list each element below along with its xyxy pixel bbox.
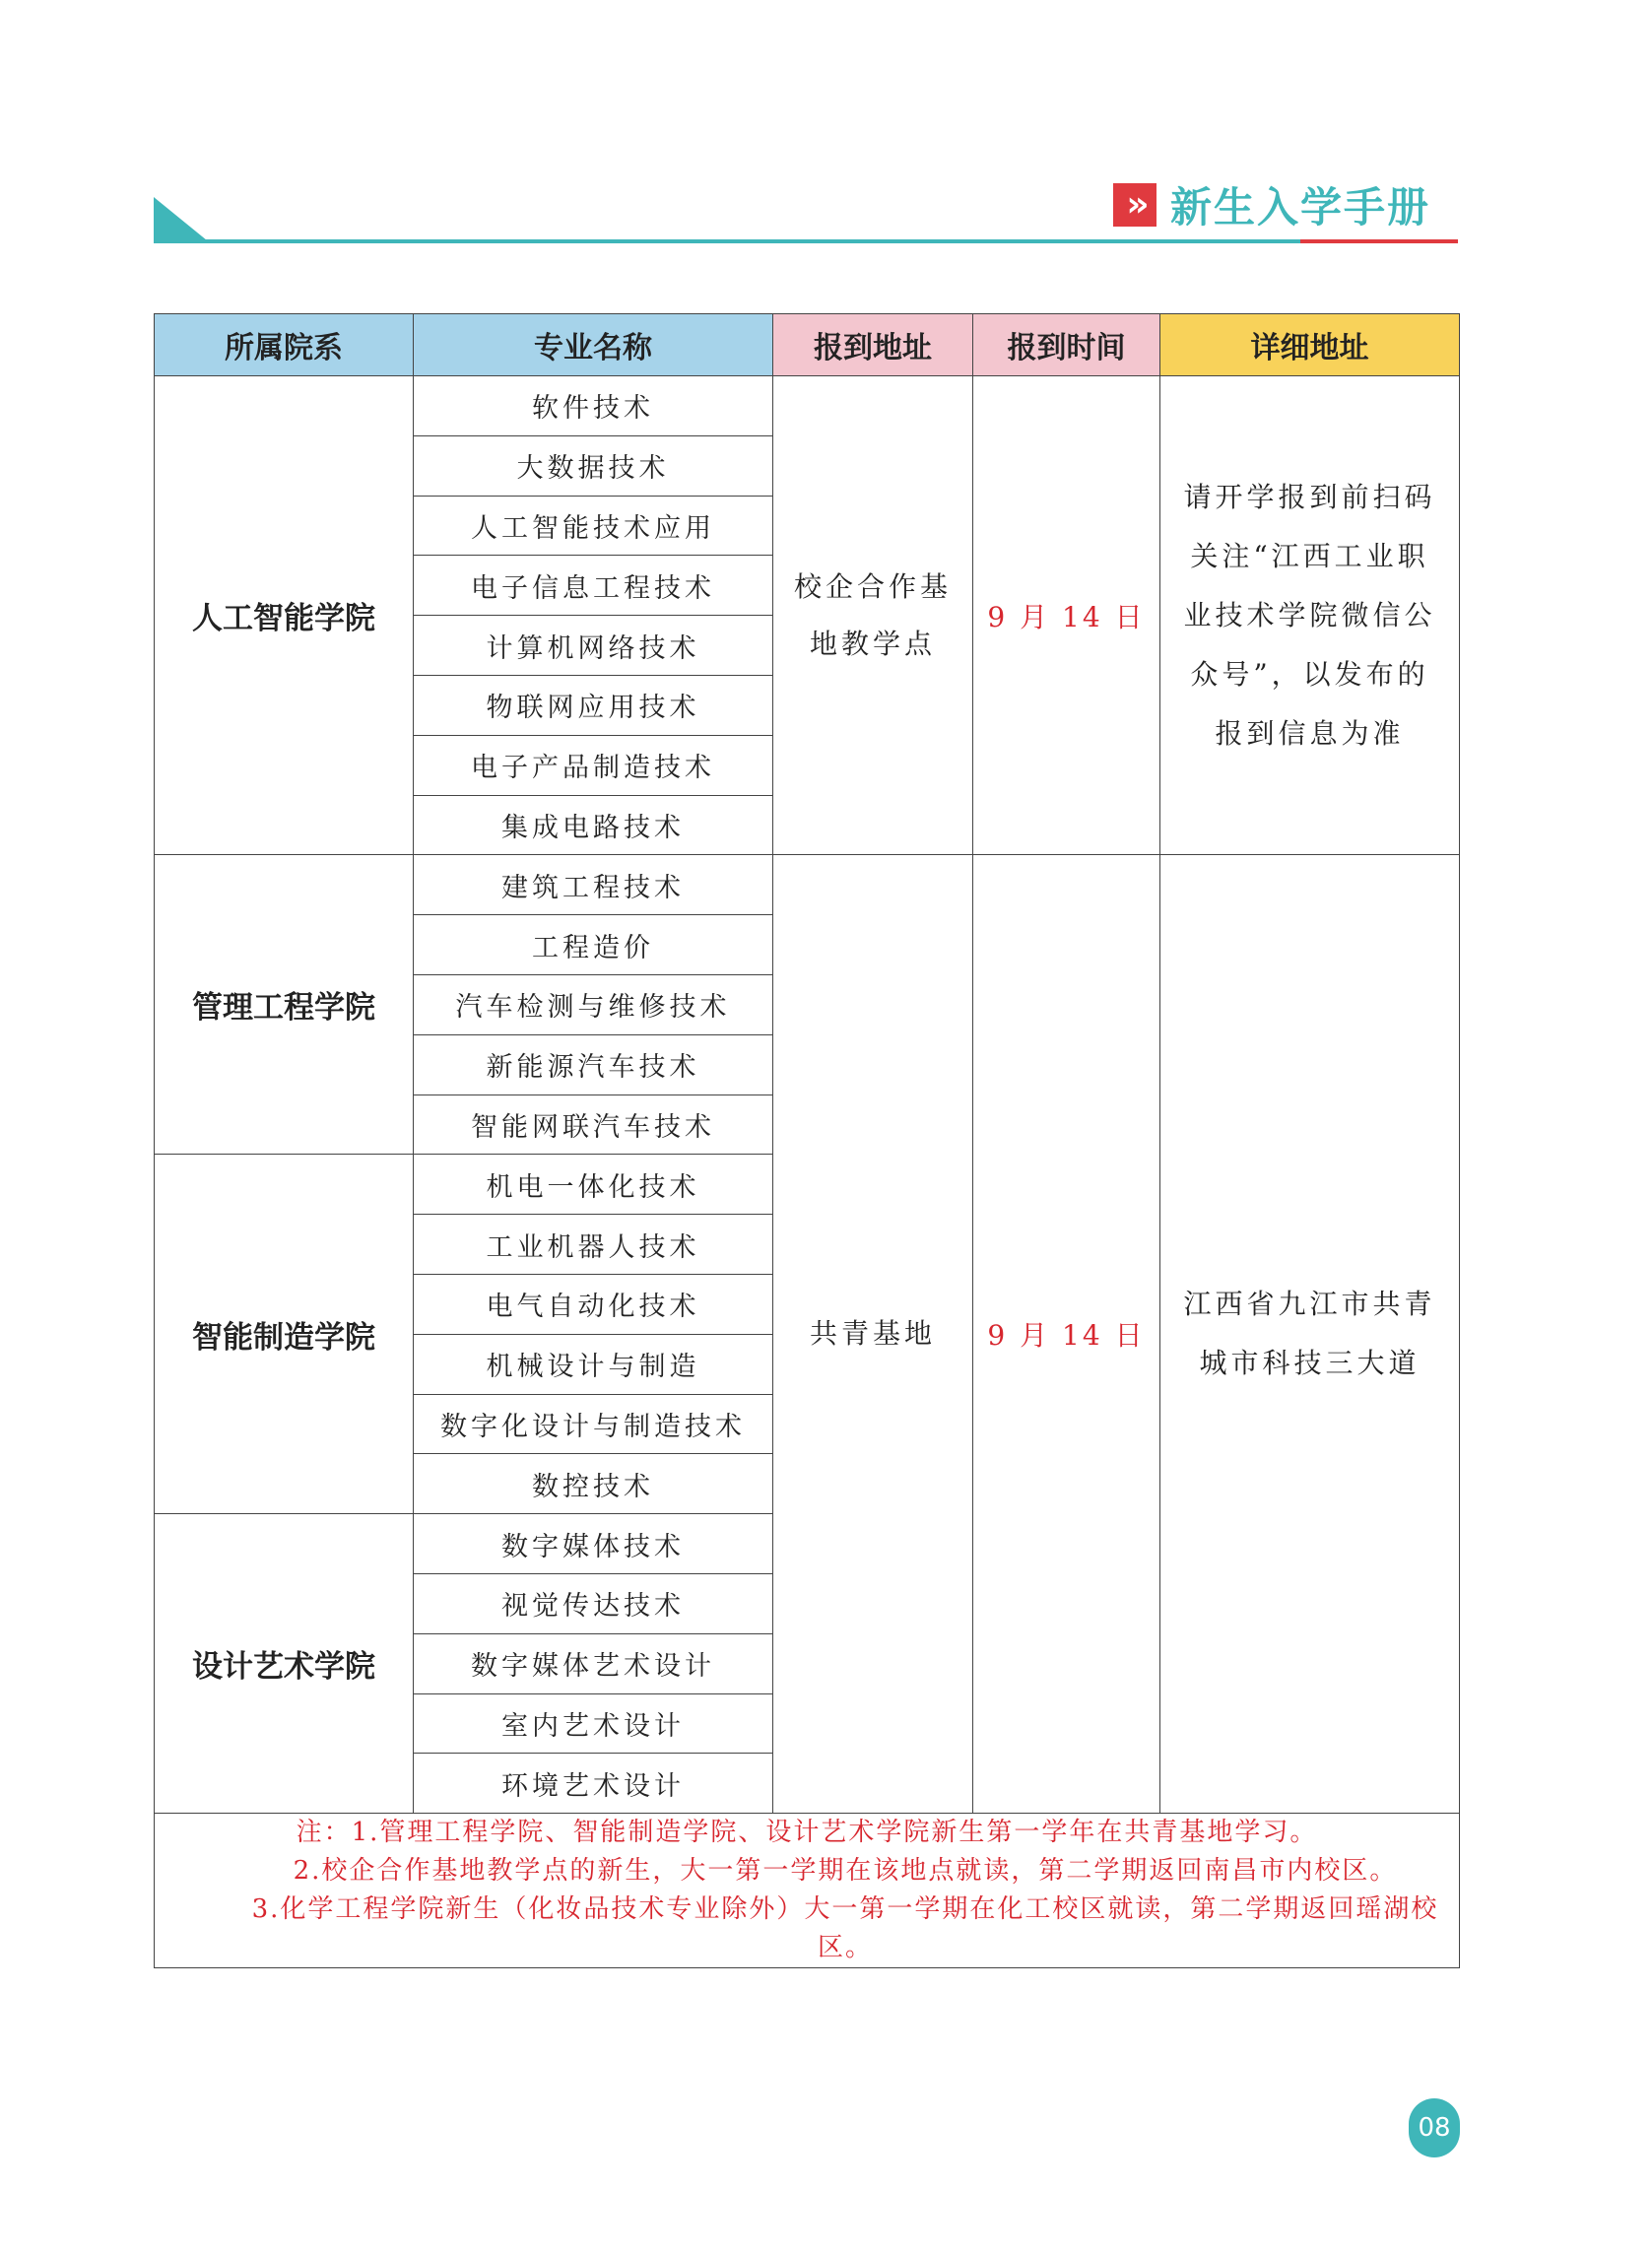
site1-detail-line: 业技术学院微信公 xyxy=(1183,598,1436,631)
major-cell: 汽车检测与维修技术 xyxy=(414,974,773,1034)
major-cell: 数字化设计与制造技术 xyxy=(414,1394,773,1454)
header-corner-triangle xyxy=(154,197,207,240)
major-cell: 计算机网络技术 xyxy=(414,616,773,676)
table-row xyxy=(155,855,1460,915)
major-cell: 建筑工程技术 xyxy=(414,855,773,915)
double-chevron-icon: » xyxy=(1113,183,1156,227)
major-cell: 电气自动化技术 xyxy=(414,1274,773,1334)
site2-address-cell: 共青基地 xyxy=(773,855,973,1814)
page-header-title: 新生入学手册 xyxy=(1170,183,1431,232)
major-cell: 大数据技术 xyxy=(414,435,773,496)
major-cell: 室内艺术设计 xyxy=(414,1693,773,1754)
site1-detail-line: 关注“江西工业职 xyxy=(1190,539,1429,572)
major-cell: 新能源汽车技术 xyxy=(414,1034,773,1094)
major-cell: 机械设计与制造 xyxy=(414,1334,773,1394)
major-cell: 数控技术 xyxy=(414,1454,773,1514)
site2-detail-line: 城市科技三大道 xyxy=(1199,1347,1421,1380)
note-line: 2.校企合作基地教学点的新生，大一第一学期在该地点就读，第二学期返回南昌市内校区。 xyxy=(293,1856,1398,1887)
major-cell: 物联网应用技术 xyxy=(414,675,773,735)
header-detail-address: 详细地址 xyxy=(1160,314,1460,376)
site1-address-line: 地教学点 xyxy=(809,627,936,660)
site1-time-cell: 9 月 14 日 xyxy=(973,376,1160,855)
major-cell: 数字媒体技术 xyxy=(414,1514,773,1574)
major-cell: 工业机器人技术 xyxy=(414,1215,773,1275)
major-cell: 电子产品制造技术 xyxy=(414,735,773,795)
major-cell: 环境艺术设计 xyxy=(414,1754,773,1814)
header-rule xyxy=(154,239,1300,243)
note-line: 3.化学工程学院新生（化妆品技术专业除外）大一第一学期在化工校区就读，第二学期返回瑶湖校区。 xyxy=(251,1894,1439,1963)
major-cell: 集成电路技术 xyxy=(414,795,773,855)
major-cell: 工程造价 xyxy=(414,915,773,975)
site2-detail-cell xyxy=(1160,855,1460,1814)
site1-detail-line: 报到信息为准 xyxy=(1215,716,1405,750)
header-time: 报到时间 xyxy=(973,314,1160,376)
header-accent-rule xyxy=(1300,239,1458,243)
college-cell: 管理工程学院 xyxy=(155,855,414,1155)
table-row xyxy=(155,376,1460,436)
table-header-row xyxy=(155,314,1460,376)
site2-time-cell: 9 月 14 日 xyxy=(973,855,1160,1814)
major-cell: 视觉传达技术 xyxy=(414,1573,773,1633)
site2-detail-line: 江西省九江市共青 xyxy=(1183,1288,1436,1321)
note-line: 注：1.管理工程学院、智能制造学院、设计艺术学院新生第一学年在共青基地学习。 xyxy=(296,1818,1318,1848)
notes-cell xyxy=(155,1814,1460,1968)
college-cell: 人工智能学院 xyxy=(155,376,414,855)
site1-detail-cell xyxy=(1160,376,1460,855)
major-cell: 电子信息工程技术 xyxy=(414,556,773,616)
college-cell: 智能制造学院 xyxy=(155,1155,414,1514)
major-cell: 机电一体化技术 xyxy=(414,1155,773,1215)
header-college: 所属院系 xyxy=(155,314,414,376)
registration-table xyxy=(154,313,1460,1968)
header-address: 报到地址 xyxy=(773,314,973,376)
major-cell: 软件技术 xyxy=(414,376,773,436)
site1-detail-line: 众号”，以发布的 xyxy=(1190,657,1429,691)
site1-detail-line: 请开学报到前扫码 xyxy=(1183,480,1436,513)
header-title-block xyxy=(1113,173,1430,236)
site1-address-cell xyxy=(773,376,973,855)
header-major: 专业名称 xyxy=(414,314,773,376)
major-cell: 智能网联汽车技术 xyxy=(414,1094,773,1155)
major-cell: 人工智能技术应用 xyxy=(414,496,773,556)
notes-row xyxy=(155,1814,1460,1968)
site1-address-line: 校企合作基 xyxy=(793,569,952,603)
major-cell: 数字媒体艺术设计 xyxy=(414,1633,773,1693)
page-number: 08 xyxy=(1409,2098,1460,2157)
college-cell: 设计艺术学院 xyxy=(155,1514,414,1814)
